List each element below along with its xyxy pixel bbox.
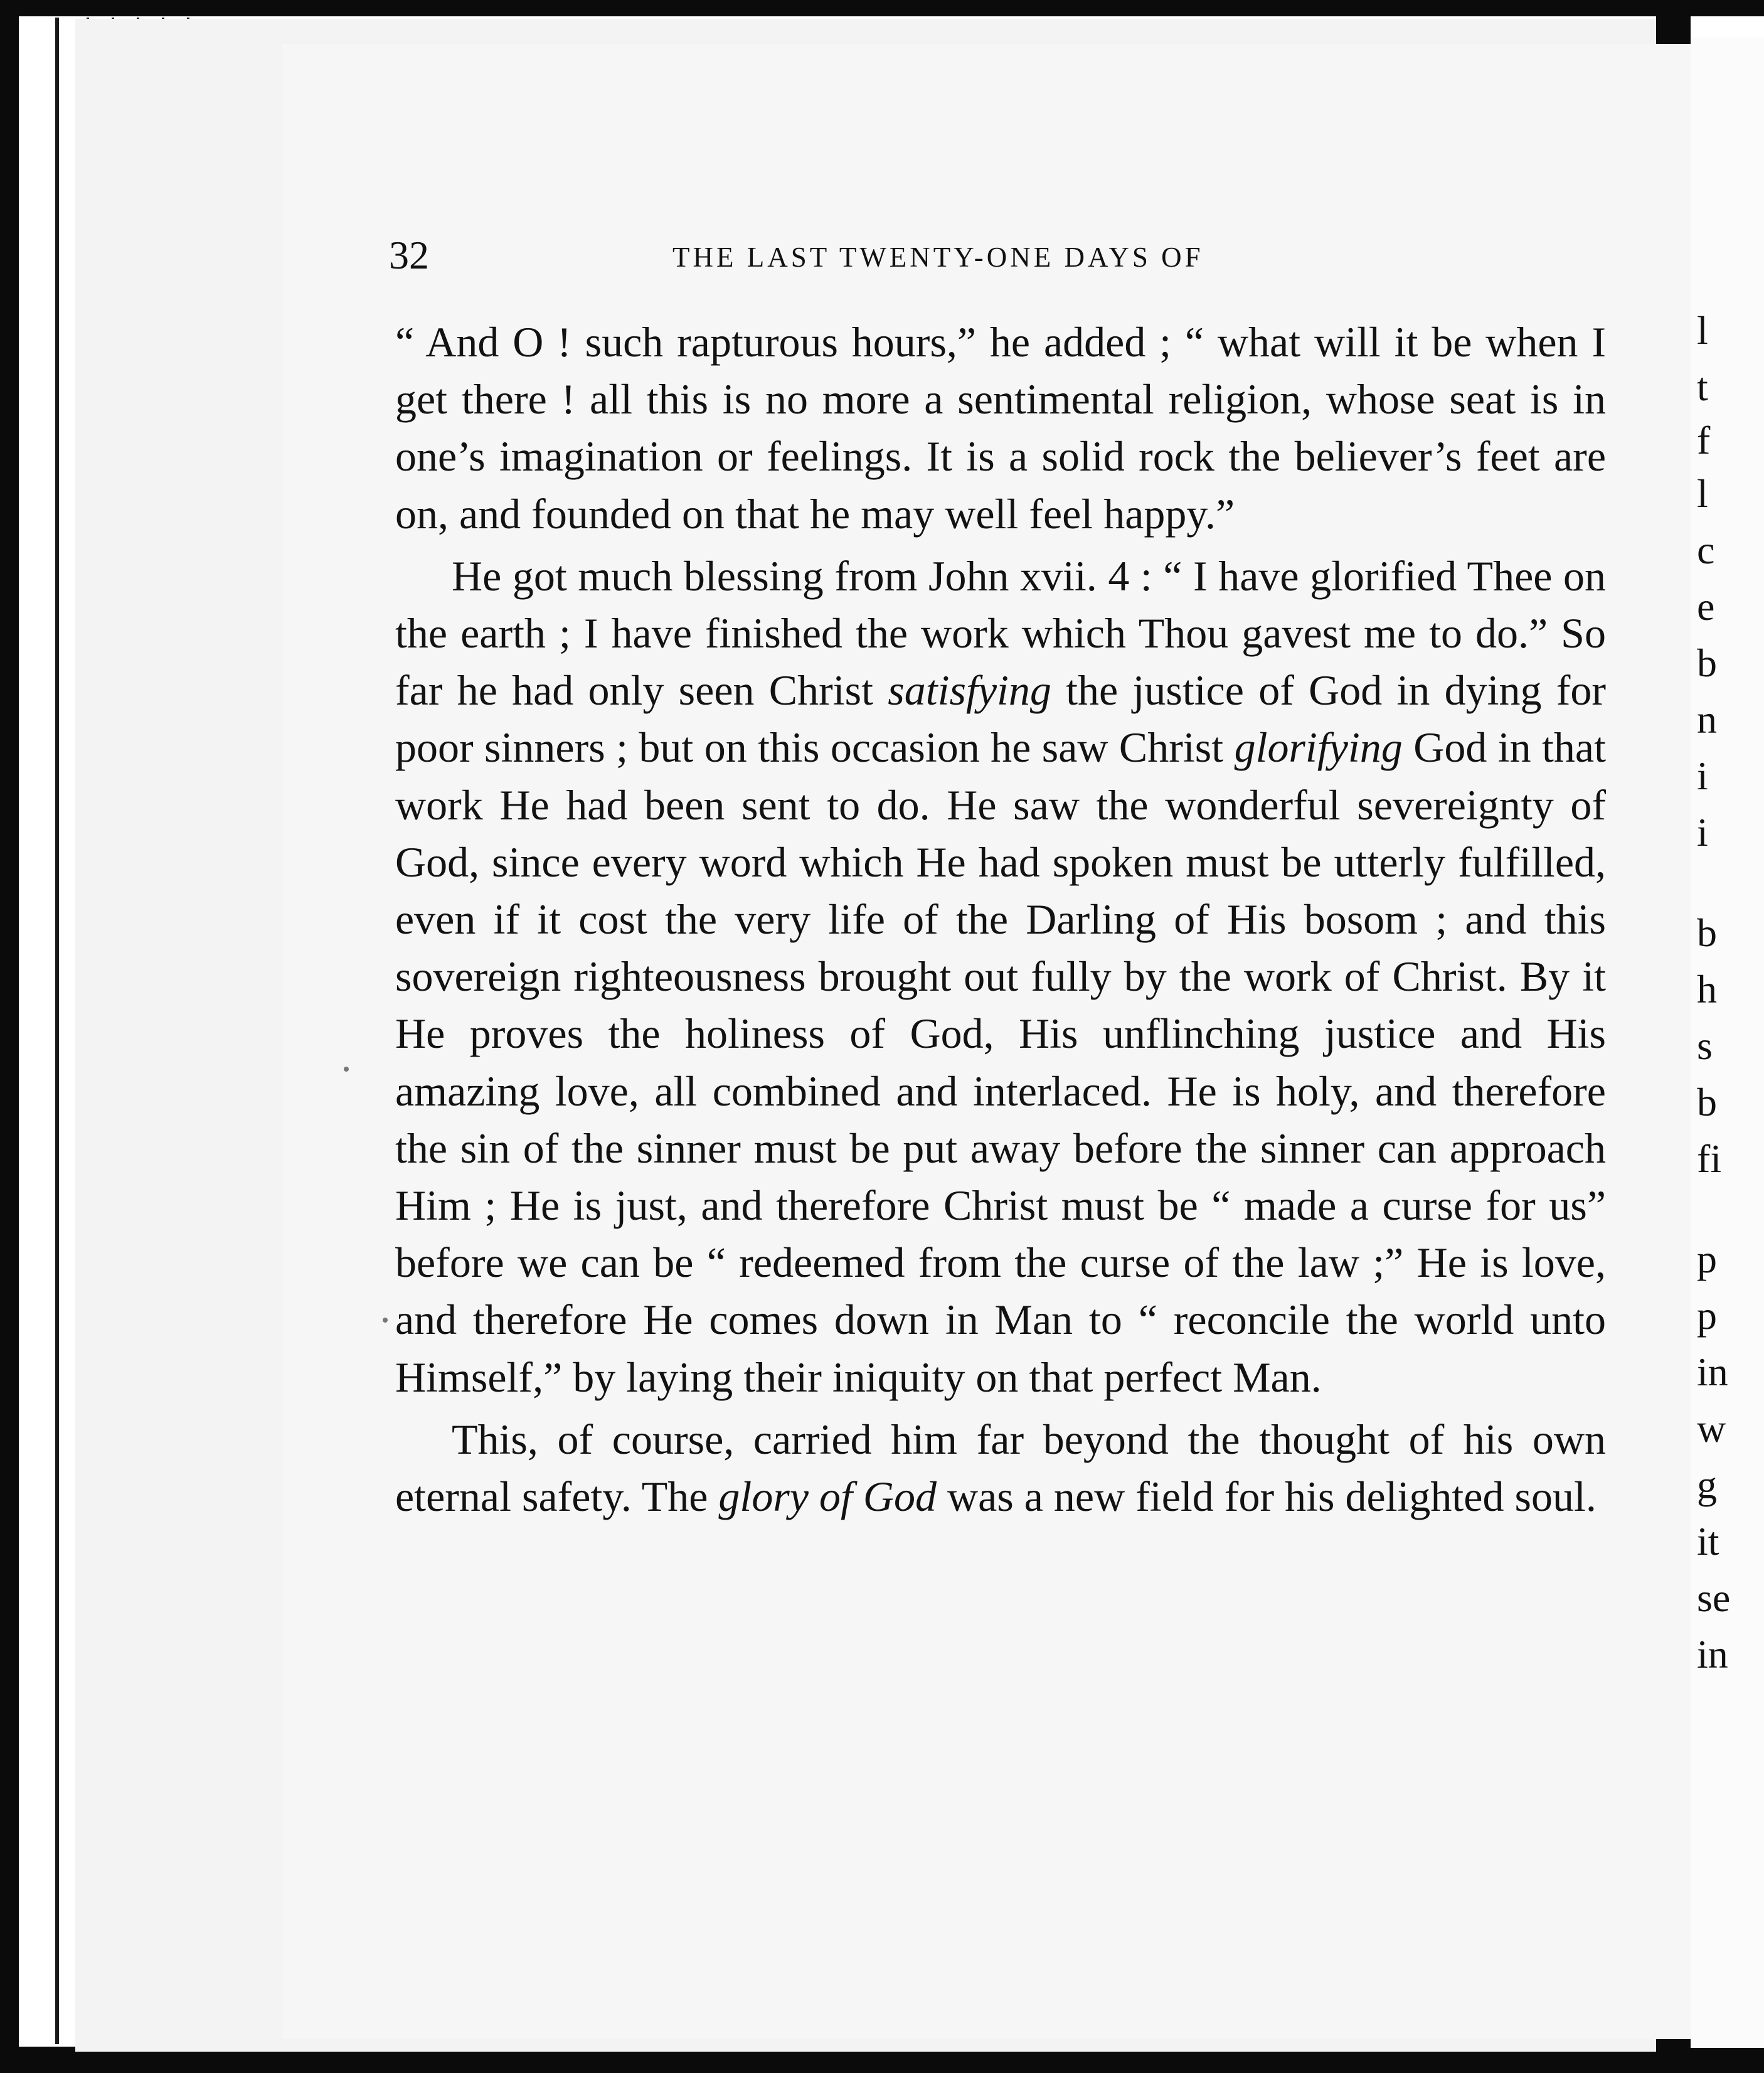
facing-page-fragment: i (1697, 810, 1708, 855)
facing-page-fragment: t (1697, 365, 1708, 409)
top-dark-edge (0, 0, 1764, 16)
facing-page-edge (1691, 38, 1764, 2048)
paragraph (395, 314, 1606, 543)
print-speck (344, 1067, 349, 1072)
facing-page-fragment: fi (1697, 1136, 1722, 1181)
text-run: This, of course, carried him far beyond the thought of his own eternal safety. The (395, 1415, 1606, 1521)
text-run: the justice of God in dying for poor sinners ; but on this occasion he saw Christ (395, 666, 1606, 772)
text-run: God in that work He had been sent to do. He saw the wonderful severeignty of God, since every word which He had spoken must be utterly fulfilled, even if it cost the very life of the Darling of His bosom ; and this sovereign righteousness brought out fully by the work of Christ. By it He proves the holiness of God, His unflinching justice and His amazing love, all combined and interlaced. He is holy, and therefore the sin of the sinner must be put away before the sinner can approach Him ; He is just, and therefore Christ must be “ made a curse for us” before we can be “ redeemed from the curse of the law ;” He is love, and therefore He comes down in Man to “ reconcile the world unto Himself,” by laying their iniquity on that perfect Man. (395, 723, 1607, 1401)
facing-page-fragment: it (1697, 1519, 1719, 1564)
facing-page-fragment: h (1697, 967, 1717, 1011)
facing-page-fragment: c (1697, 528, 1715, 572)
facing-page-fragment: f (1697, 418, 1711, 462)
italic-run: glorifying (1234, 723, 1403, 772)
running-head: THE LAST TWENTY-ONE DAYS OF (672, 242, 1204, 273)
facing-page-fragment: p (1697, 1293, 1717, 1338)
facing-page-fragment: se (1697, 1575, 1731, 1620)
facing-page-fragment: l (1697, 471, 1708, 516)
facing-page-fragment: l (1697, 308, 1708, 353)
facing-page-fragment: n (1697, 697, 1717, 742)
page-header (389, 232, 1330, 289)
facing-page-fragment: p (1697, 1237, 1717, 1281)
facing-page-fragment: in (1697, 1350, 1728, 1394)
left-dark-edge (0, 0, 19, 2073)
facing-page-fragment: b (1697, 910, 1717, 955)
italic-run: glory of God (718, 1473, 937, 1521)
text-run: was a new field for his delighted soul. (936, 1473, 1597, 1521)
facing-page-fragment: e (1697, 584, 1715, 629)
print-speck (383, 1318, 388, 1323)
facing-page-fragment: b (1697, 1080, 1717, 1124)
facing-page-fragment: i (1697, 754, 1708, 798)
facing-page-fragment: w (1697, 1406, 1726, 1451)
text-run: He got much blessing from John xvii. 4 : “ I have glorified Thee on the earth ; I have finished the work which Thou gavest me to do.” So far he had only seen Christ (395, 552, 1606, 715)
body-text (395, 314, 1606, 1530)
facing-page-fragment: in (1697, 1632, 1728, 1676)
text-run: “ And O ! such rapturous hours,” he added ; “ what will it be when I get there ! all this is no more a sentimental religion, whose seat is in one’s imagination or feelings. It is a solid rock the believer’s feet are on, and founded on that he may well feel happy.” (395, 318, 1606, 538)
facing-page-fragment: s (1697, 1023, 1713, 1068)
italic-run: satisfying (888, 666, 1051, 715)
facing-page-fragment: b (1697, 641, 1717, 685)
facing-page-fragment: g (1697, 1463, 1717, 1507)
paragraph (395, 1411, 1606, 1525)
page-number: 32 (389, 233, 429, 277)
paragraph (395, 548, 1606, 1406)
